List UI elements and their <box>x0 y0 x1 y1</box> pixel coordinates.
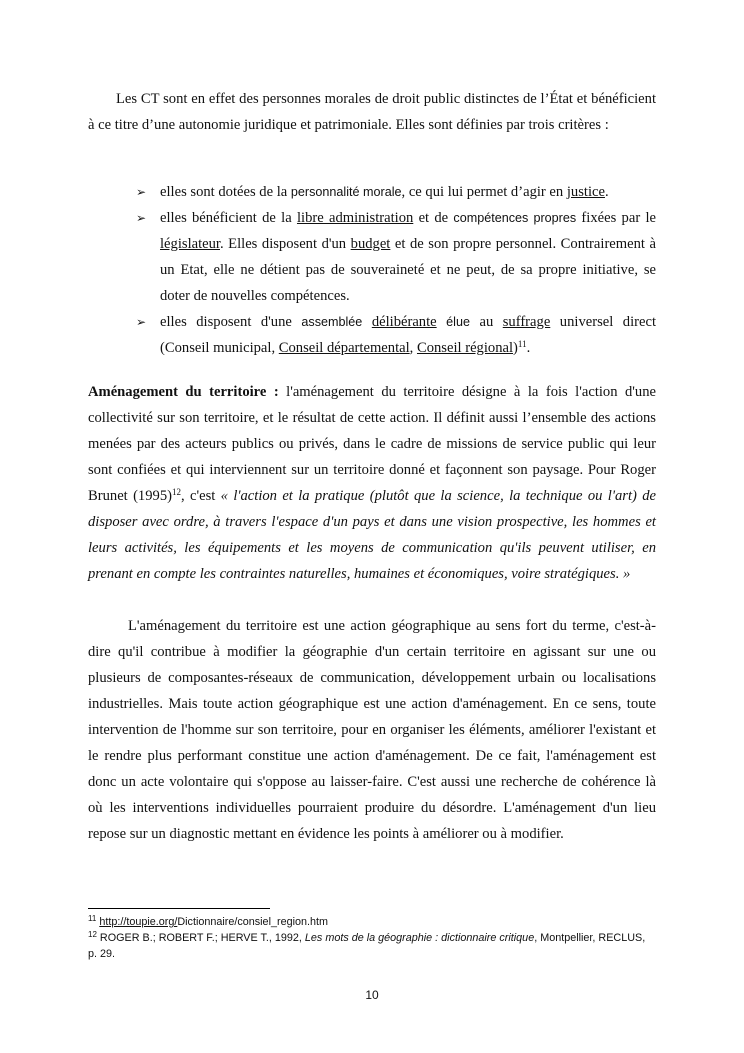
link-legislateur[interactable]: législateur <box>160 236 220 252</box>
footnote-separator <box>88 908 270 909</box>
link-libre-administration[interactable]: libre administration <box>296 210 414 226</box>
link-conseil-departemental[interactable]: Conseil départemental <box>278 340 410 356</box>
book-title: Les mots de la géographie : dictionnaire critique <box>304 932 535 944</box>
link-budget[interactable]: budget <box>350 236 391 252</box>
footnote-11: $^{11}$ http://toupie.org/Dictionnaire/consiel_region.htm <box>88 914 328 928</box>
amenagement-paragraph: Aménagement du territoire : l'aménagement du territoire désigne à la fois l'action d'une collectivité sur son territoire, et le résultat de cette action. Il définit aussi l’ensemble des actions menées par des acteurs publics ou privés, dans le cadre de missions de service public qui leur sont confiées et qui interviennent sur un territoire donné et façonnent son paysage. Pour Roger Brunet $(1995)^{12}$, c'est « l'action et la pratique (plutôt que la science, la technique ou l'art) de disposer avec ordre, à travers l'espace d'un pays et dans une vision prospective, les hommes et leurs activités, les équipements et les moyens de communication qu'ils peuvent utiliser, en prenant en compte les contraintes naturelles, humaines et économiques, voire stratégiques. » <box>88 384 656 582</box>
page-number: 10 <box>365 988 379 1002</box>
geo-paragraph: L'aménagement du territoire est une action géographique au sens fort du terme, c'est-à-dire qu'il contribue à modifier la géographie d'un certain territoire en agissant sur une ou plusieurs de composantes-réseaux de communication, développement urbain ou localisations industrielles. Mais toute action géographique est une action d'aménagement. En ce sens, toute intervention de l'homme sur son territoire, pour en organiser les éléments, améliorer l'existant et le rendre plus performant constitue une action d'aménagement. De ce fait, l'aménagement est donc un acte volontaire qui s'oppose au laisser-faire. C'est aussi une recherche de cohérence là où les interventions individuelles pourraient produire du désordre. L'aménagement d'un lieu repose sur un diagnostic mettant en évidence les points à améliorer ou à modifier. <box>88 618 656 842</box>
list-item: ➢ elles sont dotées de la personnalité morale, ce qui lui permet d’agir en justice. <box>136 179 656 205</box>
link-suffrage[interactable]: suffrage <box>502 314 551 330</box>
list-item: ➢ elles bénéficient de la libre administration et de compétences propres fixées par le législateur. Elles disposent d'un budget et de son propre personnel. Contrairement à un Etat, elle ne détient pas de souveraineté et ne peut, de sa propre initiative, se doter de nouvelles compétences. <box>136 205 656 309</box>
criteria-list <box>136 179 656 361</box>
section-heading: Aménagement du territoire : <box>88 384 279 400</box>
list-item: ➢ elles disposent d'une assemblée délibérante élue au suffrage universel direct (Conseil municipal, Conseil départemental, Conseil régional)$^{11}$. <box>136 309 656 361</box>
footnote-link[interactable]: http://toupie.org/ <box>99 916 178 928</box>
intro-paragraph: Les CT sont en effet des personnes morales de droit public distinctes de l’État et bénéficient à ce titre d’une autonomie juridique et patrimoniale. Elles sont définies par trois critères : <box>88 91 656 133</box>
arrow-bullet-icon: ➢ <box>136 315 147 329</box>
footnote-ref-12[interactable]: 12 <box>171 487 181 497</box>
footnote-ref-11[interactable]: 11 <box>517 339 527 349</box>
arrow-bullet-icon: ➢ <box>136 185 147 199</box>
arrow-bullet-icon: ➢ <box>136 211 147 225</box>
link-justice[interactable]: justice <box>566 184 605 200</box>
footnote-12: $^{12}$ ROGER B.; ROBERT F.; HERVE T., 1992, Les mots de la géographie : dictionnaire critique, Montpellier, RECLUS, p. 29. <box>88 930 646 960</box>
footnotes <box>88 914 656 962</box>
term-assemblee: assemblée <box>301 315 363 329</box>
term-elue: élue <box>446 315 470 329</box>
brunet-quote: « l'action et la pratique (plutôt que la science, la technique ou l'art) de disposer avec ordre, à travers l'espace d'un pays et dans une vision prospective, les hommes et leurs activités, les équipements et les moyens de communication qu'ils peuvent utiliser, en prenant en compte les contraintes naturelles, humaines et économiques, voire stratégiques. » <box>88 488 656 582</box>
term-competences-propres: compétences propres <box>453 211 577 225</box>
link-conseil-regional[interactable]: Conseil régional <box>416 340 514 356</box>
link-deliberante[interactable]: délibérante <box>371 314 437 330</box>
term-personnalite-morale: personnalité morale <box>290 185 402 199</box>
